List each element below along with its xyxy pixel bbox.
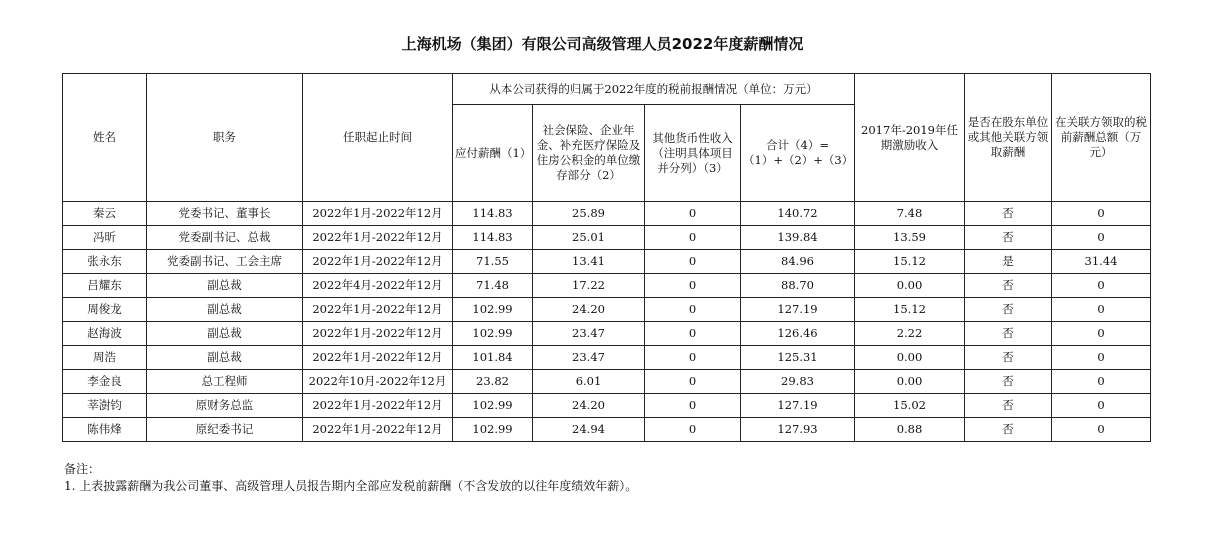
cell-name: 陈伟烽	[63, 418, 147, 442]
cell-related: 否	[965, 346, 1052, 370]
cell-name: 莘澍钧	[63, 394, 147, 418]
cell-incentive: 15.12	[855, 250, 965, 274]
cell-salary: 114.83	[453, 226, 533, 250]
cell-salary: 71.48	[453, 274, 533, 298]
cell-related: 否	[965, 298, 1052, 322]
cell-other: 0	[645, 202, 741, 226]
cell-term: 2022年1月-2022年12月	[303, 322, 453, 346]
cell-social: 24.94	[533, 418, 645, 442]
cell-other: 0	[645, 226, 741, 250]
header-social: 社会保险、企业年金、补充医疗保险及住房公积金的单位缴存部分（2）	[533, 105, 645, 202]
cell-salary: 102.99	[453, 418, 533, 442]
cell-related-amount: 0	[1052, 394, 1151, 418]
cell-term: 2022年1月-2022年12月	[303, 250, 453, 274]
table-row	[63, 394, 1151, 418]
cell-social: 13.41	[533, 250, 645, 274]
cell-social: 25.01	[533, 226, 645, 250]
cell-name: 吕耀东	[63, 274, 147, 298]
table-row	[63, 226, 1151, 250]
cell-name: 周浩	[63, 346, 147, 370]
cell-term: 2022年1月-2022年12月	[303, 298, 453, 322]
table-row	[63, 250, 1151, 274]
cell-total: 126.46	[741, 322, 855, 346]
cell-salary: 23.82	[453, 370, 533, 394]
header-duty: 职务	[147, 74, 303, 202]
cell-other: 0	[645, 370, 741, 394]
cell-total: 139.84	[741, 226, 855, 250]
cell-total: 125.31	[741, 346, 855, 370]
cell-salary: 114.83	[453, 202, 533, 226]
cell-duty: 原财务总监	[147, 394, 303, 418]
cell-incentive: 15.02	[855, 394, 965, 418]
cell-name: 张永东	[63, 250, 147, 274]
cell-related: 否	[965, 226, 1052, 250]
cell-salary: 102.99	[453, 298, 533, 322]
cell-incentive: 0.00	[855, 370, 965, 394]
cell-related-amount: 31.44	[1052, 250, 1151, 274]
cell-social: 24.20	[533, 298, 645, 322]
cell-duty: 副总裁	[147, 274, 303, 298]
table-row	[63, 298, 1151, 322]
cell-social: 23.47	[533, 346, 645, 370]
table-row	[63, 370, 1151, 394]
table-row	[63, 202, 1151, 226]
notes-line-1: 1. 上表披露薪酬为我公司董事、高级管理人员报告期内全部应发税前薪酬（不含发放的以往年度绩效年薪）。	[64, 479, 638, 493]
page-title: 上海机场（集团）有限公司高级管理人员2022年度薪酬情况	[401, 35, 804, 53]
cell-incentive: 13.59	[855, 226, 965, 250]
cell-name: 李金良	[63, 370, 147, 394]
cell-incentive: 7.48	[855, 202, 965, 226]
cell-incentive: 0.00	[855, 274, 965, 298]
header-group: 从本公司获得的归属于2022年度的税前报酬情况（单位：万元）	[453, 74, 855, 105]
cell-duty: 副总裁	[147, 298, 303, 322]
cell-other: 0	[645, 418, 741, 442]
cell-duty: 党委书记、董事长	[147, 202, 303, 226]
cell-social: 23.47	[533, 322, 645, 346]
cell-related: 否	[965, 394, 1052, 418]
cell-related-amount: 0	[1052, 370, 1151, 394]
cell-name: 秦云	[63, 202, 147, 226]
cell-term: 2022年1月-2022年12月	[303, 418, 453, 442]
cell-name: 周俊龙	[63, 298, 147, 322]
cell-other: 0	[645, 346, 741, 370]
cell-incentive: 15.12	[855, 298, 965, 322]
cell-social: 6.01	[533, 370, 645, 394]
table-row	[63, 274, 1151, 298]
notes	[64, 461, 637, 495]
cell-duty: 副总裁	[147, 346, 303, 370]
cell-incentive: 0.88	[855, 418, 965, 442]
header-related: 是否在股东单位或其他关联方领取薪酬	[965, 74, 1052, 202]
cell-duty: 总工程师	[147, 370, 303, 394]
cell-name: 赵海波	[63, 322, 147, 346]
header-name: 姓名	[63, 74, 147, 202]
cell-duty: 副总裁	[147, 322, 303, 346]
cell-total: 140.72	[741, 202, 855, 226]
cell-other: 0	[645, 250, 741, 274]
cell-total: 127.19	[741, 298, 855, 322]
cell-related: 否	[965, 370, 1052, 394]
cell-other: 0	[645, 274, 741, 298]
cell-incentive: 2.22	[855, 322, 965, 346]
notes-label: 备注：	[64, 462, 101, 476]
cell-salary: 102.99	[453, 322, 533, 346]
cell-term: 2022年1月-2022年12月	[303, 226, 453, 250]
cell-salary: 101.84	[453, 346, 533, 370]
header-other: 其他货币性收入（注明具体项目并分列）（3）	[645, 105, 741, 202]
cell-name: 冯昕	[63, 226, 147, 250]
cell-salary: 102.99	[453, 394, 533, 418]
cell-term: 2022年4月-2022年12月	[303, 274, 453, 298]
cell-related: 是	[965, 250, 1052, 274]
table-row	[63, 418, 1151, 442]
cell-other: 0	[645, 322, 741, 346]
cell-duty: 党委副书记、总裁	[147, 226, 303, 250]
cell-related: 否	[965, 202, 1052, 226]
cell-total: 88.70	[741, 274, 855, 298]
cell-total: 29.83	[741, 370, 855, 394]
cell-term: 2022年10月-2022年12月	[303, 370, 453, 394]
table-row	[63, 346, 1151, 370]
cell-total: 127.93	[741, 418, 855, 442]
cell-total: 127.19	[741, 394, 855, 418]
cell-term: 2022年1月-2022年12月	[303, 202, 453, 226]
cell-related: 否	[965, 322, 1052, 346]
cell-other: 0	[645, 394, 741, 418]
header-salary: 应付薪酬（1）	[453, 105, 533, 202]
cell-social: 17.22	[533, 274, 645, 298]
header-term: 任职起止时间	[303, 74, 453, 202]
cell-social: 25.89	[533, 202, 645, 226]
cell-total: 84.96	[741, 250, 855, 274]
cell-other: 0	[645, 298, 741, 322]
cell-duty: 党委副书记、工会主席	[147, 250, 303, 274]
cell-term: 2022年1月-2022年12月	[303, 394, 453, 418]
header-total: 合计（4）=（1）+（2）+（3）	[741, 105, 855, 202]
cell-related-amount: 0	[1052, 418, 1151, 442]
cell-duty: 原纪委书记	[147, 418, 303, 442]
cell-term: 2022年1月-2022年12月	[303, 346, 453, 370]
table-row	[63, 322, 1151, 346]
cell-related-amount: 0	[1052, 274, 1151, 298]
compensation-table	[62, 73, 1151, 442]
cell-related-amount: 0	[1052, 202, 1151, 226]
cell-salary: 71.55	[453, 250, 533, 274]
header-incentive: 2017年-2019年任期激励收入	[855, 74, 965, 202]
cell-related: 否	[965, 274, 1052, 298]
cell-related-amount: 0	[1052, 322, 1151, 346]
header-related-amount: 在关联方领取的税前薪酬总额（万元）	[1052, 74, 1151, 202]
cell-related-amount: 0	[1052, 226, 1151, 250]
cell-related-amount: 0	[1052, 298, 1151, 322]
cell-related: 否	[965, 418, 1052, 442]
cell-related-amount: 0	[1052, 346, 1151, 370]
cell-incentive: 0.00	[855, 346, 965, 370]
cell-social: 24.20	[533, 394, 645, 418]
